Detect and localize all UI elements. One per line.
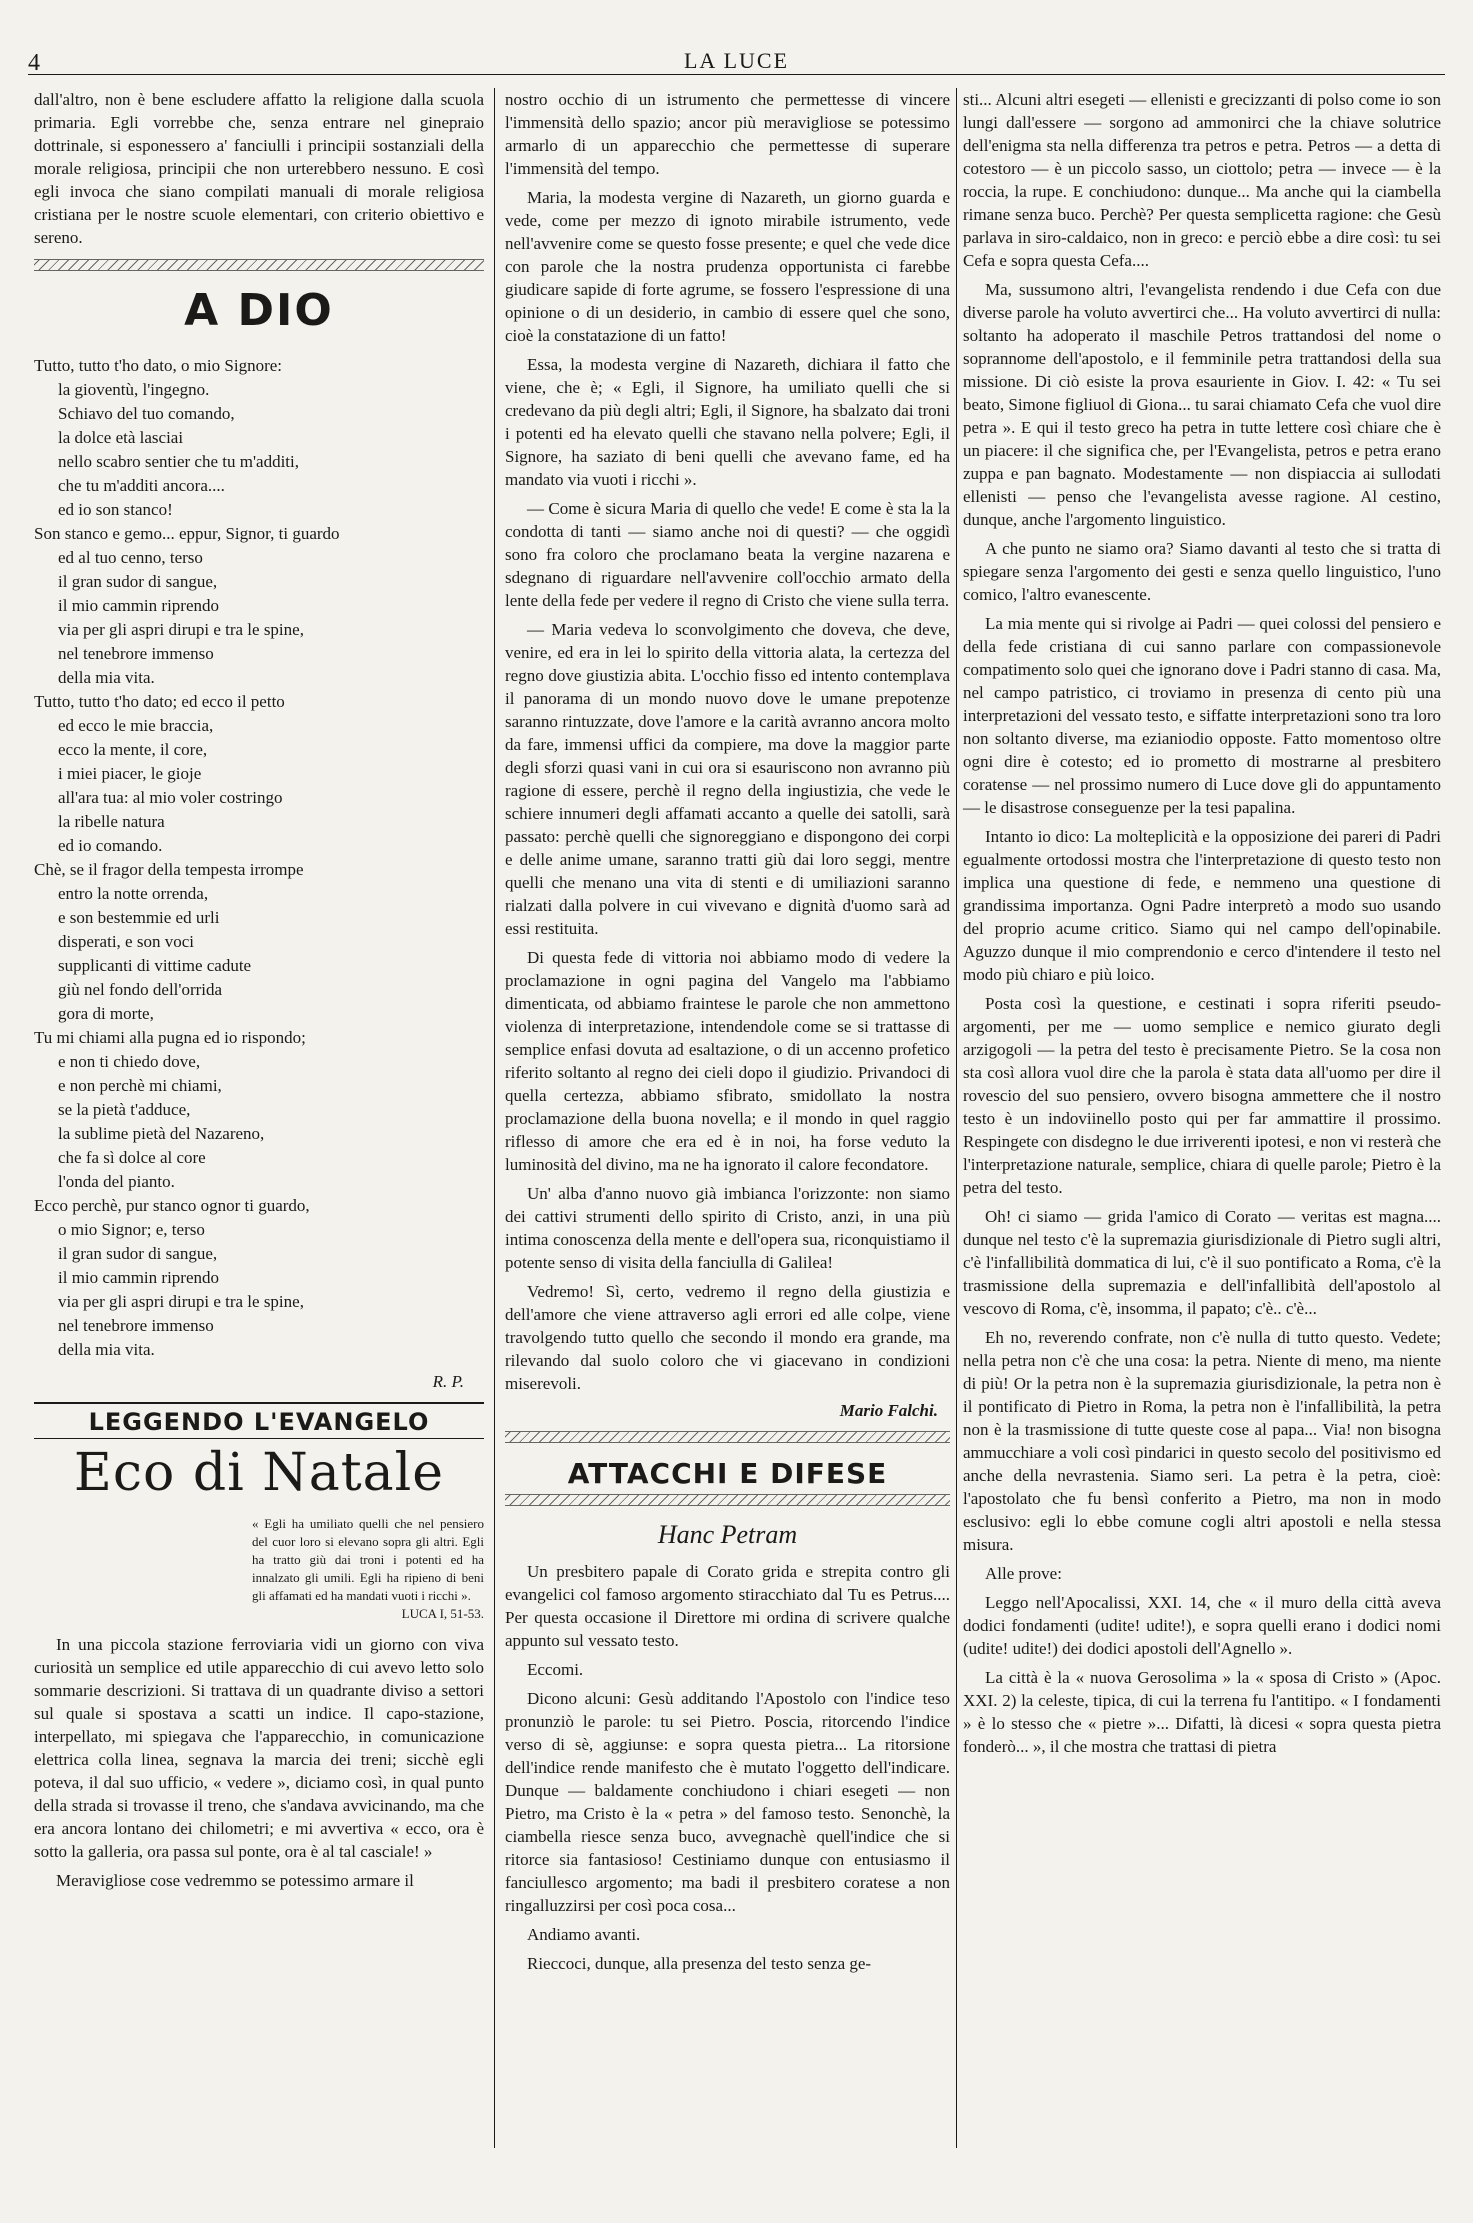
column-1 — [34, 88, 484, 1898]
poem-line: via per gli aspri dirupi e tra le spine, — [58, 620, 304, 639]
poem-line: la gioventù, l'ingegno. — [58, 380, 210, 399]
poem-line: Tu mi chiami alla pugna ed io rispondo; — [34, 1028, 306, 1047]
section-band — [34, 1402, 484, 1439]
article-paragraph: Oh! ci siamo — grida l'amico di Corato — veritas est magna.... dunque nel testo c'è la supremazia giurisdizionale di Pietro sugli altri, c'è l'infallibilità dommatica di lui, c'è il suo pontificato a Roma, c'è la trasmissione della supremazia e dell'infallibità dell'apostolo al vescovo di Roma, c'è, insomma, il papato; c'è.. c'è... — [963, 1207, 1441, 1318]
article-paragraph: Posta così la questione, e cestinati i sopra riferiti pseudo-argomenti, per me — uomo semplice e nemico giurato degli arzigogoli — la petra del testo è precisamente Pietro. Se la cosa non sta così allora vuol dire che la parola è stata data all'uomo per dire il rovescio del suo pensiero, ovvero bisogna ammettere che il nostro testo è un indoviinello posto qui per far ammattire il prossimo. Respingete con disdegno le due irriverenti ipotesi, e non vi resterà che l'interpretazione naturale, semplice, chiara di quelle parole; Pietro è la petra del testo. — [963, 994, 1441, 1197]
article-paragraph: In una piccola stazione ferroviaria vidi un giorno con viva curiosità un semplice ed utile apparecchio di cui avevo letto solo sommarie descrizioni. Si trattava di un quadrante diviso a settori sul quale si spostava a scatti un indice. Il capo-stazione, interpellato, mi spiegava che l'apparecchio, in comunicazione elettrica colla linea, segnava la marcia dei treni; sicchè egli poteva, il dal suo ufficio, « vedere », diciamo così, in qual punto della strada si trovasse il treno, che s'andava avvicinando, ma che era ancora lontano dei chilometri; e mi avvertiva « ecco, ora è sotto la galleria, ora passa sul ponte, ora è al tal casciale! » — [34, 1635, 484, 1861]
poem-title: A DIO — [184, 285, 334, 336]
poem-line: il mio cammin riprendo — [58, 1268, 219, 1287]
poem-line: Tutto, tutto t'ho dato, o mio Signore: — [34, 356, 283, 375]
poem-body — [34, 354, 484, 1362]
column-rule-2 — [956, 88, 957, 2148]
ornamental-divider — [505, 1431, 950, 1443]
ornamental-divider — [505, 1494, 950, 1506]
poem-line: nel tenebrore immenso — [58, 1316, 214, 1335]
poem-line: Ecco perchè, pur stanco ognor ti guardo, — [34, 1196, 310, 1215]
poem-line: disperati, e son voci — [58, 932, 194, 951]
article-paragraph: La città è la « nuova Gerosolima » la « sposa di Cristo » (Apoc. XXI. 2) la celeste, tipica, di cui la terrena fu l'antitipo. « I fondamenti » è lo stesso che « pietre »... Difatti, là dicesi « sopra questa pietra fonderò... », il che mostra che trattasi di pietra — [963, 1668, 1441, 1756]
poem-line: supplicanti di vittime cadute — [58, 956, 252, 975]
poem-line: gora di morte, — [58, 1004, 154, 1023]
section-title: ATTACCHI E DIFESE — [567, 1457, 888, 1490]
poem-line: Schiavo del tuo comando, — [58, 404, 235, 423]
poem-line: Chè, se il fragor della tempesta irrompe — [34, 860, 304, 879]
article-paragraph: sti... Alcuni altri esegeti — ellenisti e grecizzanti di polso come io son lungi dall'essere — sorgono ad ammonirci che la chiave solutrice dell'enigma sta nella differenza tra petros e petra. Petros — a detta di cotestoro — è un piccolo sasso, un ciottolo; petra — invece — è la roccia, la rupe. E conchiudono: dunque... Ma anche qui la ciambella rimane senza buco. Perchè? Per questa semplicetta ragione: che Gesù parlava in siro-caldaico, non in greco: e perciò ebbe a dire così: tu sei Cefa e sopra questa Cefa.... — [963, 90, 1441, 270]
poem-line: i miei piacer, le gioje — [58, 764, 202, 783]
epigraph-source: LUCA I, 51-53. — [401, 1606, 484, 1621]
article-paragraph: — Maria vedeva lo sconvolgimento che doveva, che deve, venire, ed era in lei lo spirito della vittoria alata, la certezza del regno dove giustizia abita. L'occhio fisso ed intento contemplava il panorama di un mondo nuovo dove le umane prepotenze saranno rintuzzate, dove l'amore e la carità avranno ancora molto da fare, immensi uffici da compiere, ma dove la maggior parte degli sforzi quasi vani in cui ora si esauriscono non avranno più ragione di essere, perchè il regno della ingiustizia, che vede le schiere innumeri degli affamati accanto a quelle dei satolli, sarà passato: perchè quelli che signoreggiano e dispongono dei corpi e delle anime umane, saranno tratti giù dai loro seggi, mentre quelli che menano una vita di stenti e di umiliazioni saranno rialzati dalla polvere in cui vivevano e dignità d'uomo sarà ad essi restituita. — [505, 620, 950, 938]
column-2 — [505, 88, 950, 1981]
article-author: Mario Falchi. — [839, 1401, 938, 1420]
poem-line: ed io comando. — [58, 836, 163, 855]
article-paragraph: Eh no, reverendo confrate, non c'è nulla di tutto questo. Vedete; nella petra non c'è che una cosa: la petra. Niente di meno, ma niente di più! Or la petra non è la supremazia giurisdizionale, la petra non è il pontificato di Pietro in Roma, la petra non è l'infallibilità, la petra non è la trasmissione di tutte queste cose al papa... Via! non bisogna ammucchiare a voli così pindarici in questo secolo del positivismo ed anche della nevrastenia. Siamo seri. La petra è la petra, cioè: l'apostolato che fu bensì conferito a Pietro, ma non in modo esclusivo: egli lo ebbe comune cogli altri apostoli e nella stessa misura. — [963, 1328, 1441, 1554]
poem-line: la dolce età lasciai — [58, 428, 184, 447]
poem-line: ed al tuo cenno, terso — [58, 548, 203, 567]
poem-line: e non perchè mi chiami, — [58, 1076, 222, 1095]
article-paragraph: Essa, la modesta vergine di Nazareth, dichiara il fatto che viene, che è; « Egli, il Signore, ha umiliato quelli che si credevano da più degli altri; Egli, il Signore, ha sbalzato dai troni i potenti ed ha elevato quelli che stavano nella polvere; Egli, il Signore, ha saziato di beni quelli che avevano fame, ed ha mandato via vuoti i ricchi ». — [505, 355, 950, 489]
poem-line: entro la notte orrenda, — [58, 884, 209, 903]
poem-line: o mio Signor; e, terso — [58, 1220, 205, 1239]
column-rule-1 — [494, 88, 495, 2148]
article-title: Eco di Natale — [73, 1443, 445, 1503]
article-paragraph: Alle prove: — [985, 1564, 1062, 1583]
poem-line: il gran sudor di sangue, — [58, 572, 218, 591]
article-paragraph: Vedremo! Sì, certo, vedremo il regno della giustizia e dell'amore che viene attraverso agli errori ed alle colpe, viene travolgendo tutto quello che secondo il mondo era grande, ma rilevando dal suolo coloro che vi giacevano in condizioni miserevoli. — [505, 1282, 950, 1393]
article-paragraph: Maria, la modesta vergine di Nazareth, un giorno guarda e vede, come per mezzo di ignoto mirabile istrumento, vede nell'avvenire come se questo fosse presente; e quel che vede dice con parole che la nostra prudenza opportunista ci farebbe giudicare sapide di forte agrume, se fossero l'espressione di una opinione o di un desiderio, in cambio di essere quel che sono, cioè la constatazione di un fatto! — [505, 188, 950, 345]
poem-line: il mio cammin riprendo — [58, 596, 219, 615]
poem-line: ecco la mente, il core, — [58, 740, 208, 759]
poem-line: il gran sudor di sangue, — [58, 1244, 218, 1263]
section-label: LEGGENDO L'EVANGELO — [88, 1408, 430, 1436]
epigraph-text: « Egli ha umiliato quelli che nel pensiero del cuor loro si elevano sopra gli altri. Egli ha tratto giù dai troni i potenti ed ha innalzato gli umili. Egli ha ripieno di beni gli affamati ed ha mandati vuoti i ricchi ». — [252, 1516, 484, 1603]
article-paragraph: Un' alba d'anno nuovo già imbianca l'orizzonte: non siamo dei cattivi strumenti dello spirito di Cristo, anzi, in una più intima conoscenza della mente e dell'opera sua, riconquistiamo il potente senso di visita della fanciulla di Galilea! — [505, 1184, 950, 1272]
poem-line: e son bestemmie ed urli — [58, 908, 220, 927]
article-paragraph: Di questa fede di vittoria noi abbiamo modo di vedere la proclamazione in ogni pagina del Vangelo ma l'abbiamo dimenticata, od abbiamo fraintese le parole che non ammettono violenza di interpretazione, intendendole come se si trattasse di semplice enfasi dovuta ad esaltazione, o di un accenno profetico riferito soltanto al regno dei cieli dopo il giudizio. Privandoci di quella certezza, abbiamo sfibrato, smidollato la nostra proclamazione della buona novella; e il mondo in quel raggio riflesso di amore che era ed è in noi, ha forse veduto la luminosità del divino, ma ne ha ignorato il calore fecondatore. — [505, 948, 950, 1174]
page-header — [28, 44, 1445, 75]
article-paragraph: Un presbitero papale di Corato grida e strepita contro gli evangelici col famoso argomento stiracchiato dal Tu es Petrus.... Per questa occasione il Direttore mi ordina di scrivere qualche appunto sul vessato testo. — [505, 1562, 950, 1650]
section-subtitle: Hanc Petram — [657, 1520, 798, 1549]
article-paragraph: — Come è sicura Maria di quello che vede! E come è sta la la condotta di tanti — siamo anche noi di questi? — che oggidì sono fra coloro che proclamano beata la vergine nazarena e sdegnano di riguardare nell'avvenire coll'occhio armato della lente della fede per vedere il regno di Cristo che viene sulla terra. — [505, 499, 950, 610]
intro-paragraph: dall'altro, non è bene escludere affatto la religione dalla scuola primaria. Egli vorrebbe che, senza entrare nel ginepraio dottrinale, si esponessero a' fanciulli i principii sostanziali della morale religiosa, principii che non urterebbero nessuno. E così egli invoca che siano compilati manuali di morale religiosa cristiana per le nostre scuole elementari, con criterio obiettivo e sereno. — [34, 90, 484, 247]
masthead: LA LUCE — [683, 48, 790, 73]
poem-line: Son stanco e gemo... eppur, Signor, ti guardo — [34, 524, 340, 543]
article-paragraph: Ma, sussumono altri, l'evangelista rendendo i due Cefa con due diverse parole ha voluto avvertirci che... Ha voluto avvertirci di nulla: soltanto ha adoperato il maschile Petros trattandosi del nome o soprannome dell'apostolo, e il femminile petra trattandosi della sua missione. Di ciò esiste la prova esauriente in Giov. I. 42: « Tu sei beato, Simone figliuol di Giona... tu sarai chiamato Cefa che vuol dire petra ». E qui il testo greco ha petra in tutte lettere così chiare che è un piacere: il che significa che, per l'Evangelista, petros e petra erano zuppa e pan bagnato. Modestamente — non dispiaccia ai sullodati ellenisti — penso che l'evangelista avesse ragione. Al cestino, dunque, anche l'argomento linguistico. — [963, 280, 1441, 529]
poem-line: e non ti chiedo dove, — [58, 1052, 201, 1071]
article-paragraph: Leggo nell'Apocalissi, XXI. 14, che « il muro della città aveva dodici fondamenti (udite! udite!), e sopra quelli erano i dodici nomi (udite! udite!) dei dodici apostoli dell'Agnello ». — [963, 1593, 1441, 1658]
ornamental-divider — [34, 259, 484, 271]
poem-line: via per gli aspri dirupi e tra le spine, — [58, 1292, 304, 1311]
article-paragraph: Eccomi. — [527, 1660, 584, 1679]
poem-line: della mia vita. — [58, 668, 155, 687]
poem-line: la sublime pietà del Nazareno, — [58, 1124, 265, 1143]
poem-line: ed ecco le mie braccia, — [58, 716, 214, 735]
poem-line: nello scabro sentier che tu m'additi, — [58, 452, 299, 471]
poem-line: Tutto, tutto t'ho dato; ed ecco il petto — [34, 692, 285, 711]
poem-line: la ribelle natura — [58, 812, 165, 831]
article-paragraph: Intanto io dico: La molteplicità e la opposizione dei pareri di Padri egualmente ortodossi mostra che l'interpretazione di questo testo non implica una questione di fede, e nemmeno una questione di grandissima importanza. Ogni Padre interpretò a modo suo usando del proprio acume critico. Siamo qui nel campo dell'opinabile. Aguzzo dunque il mio comprendonio e cerco d'intendere il testo nel modo più chiaro e più loico. — [963, 827, 1441, 984]
article-paragraph: nostro occhio di un istrumento che permettesse di vincere l'immensità dello spazio; ancor più meravigliose se potessimo armarlo di un apparecchio che permettesse di superare l'immensità del tempo. — [505, 90, 950, 178]
poem-line: nel tenebrore immenso — [58, 644, 214, 663]
poem-signature: R. P. — [432, 1372, 464, 1391]
article-paragraph: Andiamo avanti. — [527, 1925, 641, 1944]
poem-line: l'onda del pianto. — [58, 1172, 175, 1191]
article-paragraph: Dicono alcuni: Gesù additando l'Apostolo con l'indice teso pronunziò le parole: tu sei Pietro. Poscia, ritorcendo l'indice verso di sè, aggiunse: e sopra questa pietra... La ritorsione dell'indice rende manifesto che è mutato l'oggetto dell'indicare. Dunque — baldamente conchiudono i chiari esegeti — non Pietro, ma Cristo è la « petra » del famoso testo. Senonchè, la ciambella riesce senza buco, avvegnachè quell'indice che si ritorce sia fantasioso! Cestiniamo dunque con entusiasmo il fanciullesco argomento; ma badi il presbitero coratese a non ringalluzzirsi per così poca cosa... — [505, 1689, 950, 1915]
page-number: 4 — [28, 50, 40, 76]
poem-line: all'ara tua: al mio voler costringo — [58, 788, 283, 807]
poem-line: che fa sì dolce al core — [58, 1148, 206, 1167]
poem-line: se la pietà t'adduce, — [58, 1100, 191, 1119]
poem-line: della mia vita. — [58, 1340, 155, 1359]
article-paragraph: Meravigliose cose vedremmo se potessimo armare il — [56, 1871, 414, 1890]
poem-line: che tu m'additi ancora.... — [58, 476, 225, 495]
column-3 — [963, 88, 1441, 1764]
article-paragraph: A che punto ne siamo ora? Siamo davanti al testo che si tratta di spiegare senza l'argomento dei gesti e senza quello linguistico, l'uno comico, l'altro evanescente. — [963, 539, 1441, 604]
article-paragraph: La mia mente qui si rivolge ai Padri — quei colossi del pensiero e della fede cristiana di cui sanno parlare con compassionevole compatimento solo quei che ignorano dove i Padri stanno di casa. Ma, nel campo patristico, ci troviamo in presenza di cento più una interpretazioni del vessato testo, e siffatte interpretazioni sono tra loro non soltanto diverse, ma ezianiodio opposte. Fatto momentoso oltre ogni dire è cotesto; ed io prometto di mostrarne al presbitero coratense — nel prossimo numero di Luce dove gli do appuntamento — le disastrose conseguenze per la tesi papalina. — [963, 614, 1441, 817]
epigraph — [252, 1515, 484, 1623]
poem-line: giù nel fondo dell'orrida — [58, 980, 223, 999]
poem-line: ed io son stanco! — [58, 500, 173, 519]
article-paragraph: Rieccoci, dunque, alla presenza del testo senza ge- — [527, 1954, 872, 1973]
